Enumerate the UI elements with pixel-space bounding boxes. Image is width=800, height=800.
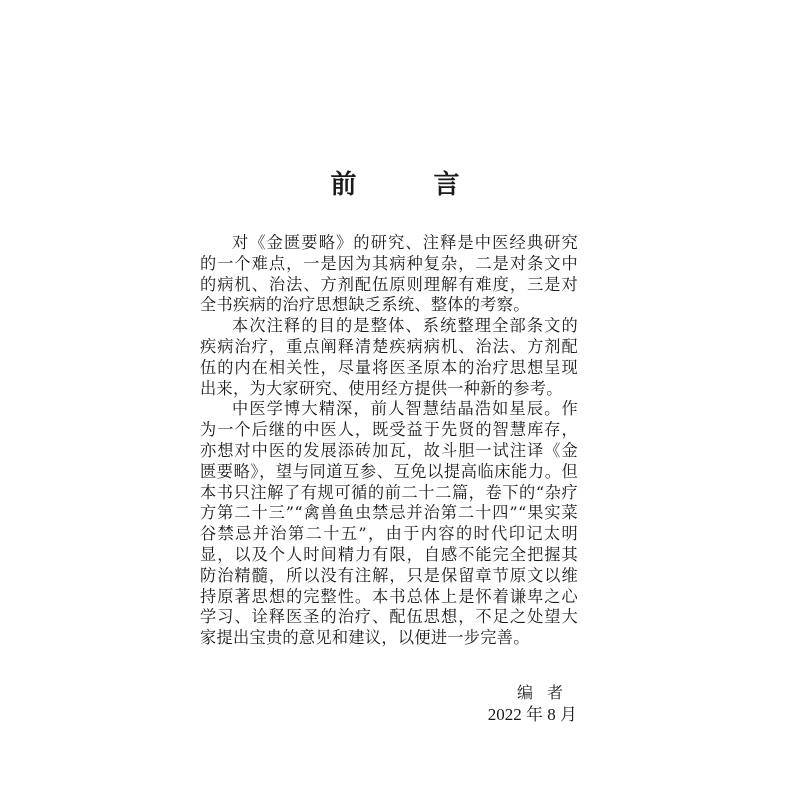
page-title: 前 言 bbox=[330, 170, 494, 201]
preface-paragraph-1: 对《金匮要略》的研究、注释是中医经典研究的一个难点，一是因为其病种复杂，二是对条文中的病机、治法、方剂配伍原则理解有难度，三是对全书疾病的治疗思想缺乏系统、整体的考察。 bbox=[200, 233, 578, 315]
preface-paragraph-2: 本次注释的目的是整体、系统整理全部条文的疾病治疗，重点阐释清楚疾病病机、治法、方剂配伍的内在相关性，尽量将医圣原本的治疗思想呈现出来，为大家研究、使用经方提供一种新的参考。 bbox=[200, 316, 578, 398]
signature-editor: 编者 bbox=[516, 683, 577, 702]
preface-paragraph-3: 中医学博大精深，前人智慧结晶浩如星辰。作为一个后继的中医人，既受益于先贤的智慧库存，亦想对中医的发展添砖加瓦，故斗胆一试注译《金匮要略》，望与同道互参、互免以提高临床能力。但本书只注解了有规可循的前二十二篇，卷下的“杂疗方第二十三”“禽兽鱼虫禁忌并治第二十四”“果实菜谷禁忌并治第二十五”，由于内容的时代印记太明显，以及个人时间精力有限，自感不能完全把握其防治精髓，所以没有注解，只是保留章节原文以维持原著思想的完整性。本书总体上是怀着谦卑之心学习、诠释医圣的治疗、配伍思想，不足之处望大家提出宝贵的意见和建议，以便进一步完善。 bbox=[200, 399, 578, 648]
preface-body bbox=[200, 233, 578, 649]
signature-date: 2022 年 8 月 bbox=[487, 705, 577, 724]
